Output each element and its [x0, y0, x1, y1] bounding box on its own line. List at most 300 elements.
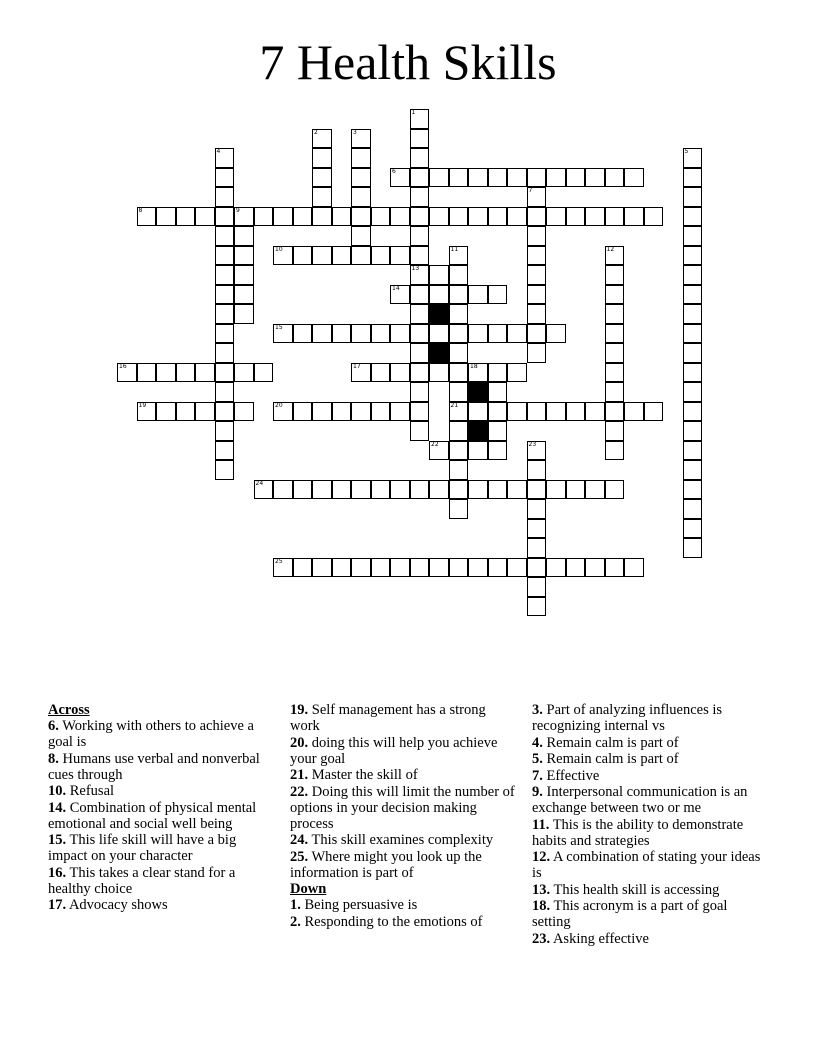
grid-cell[interactable]: [624, 558, 644, 578]
grid-cell[interactable]: [605, 324, 625, 344]
grid-cell[interactable]: [312, 324, 332, 344]
grid-cell[interactable]: [410, 304, 430, 324]
grid-cell[interactable]: [488, 363, 508, 383]
grid-cell[interactable]: [429, 558, 449, 578]
grid-cell[interactable]: [273, 558, 293, 578]
grid-cell[interactable]: [312, 246, 332, 266]
grid-cell[interactable]: [312, 148, 332, 168]
grid-cell[interactable]: [215, 168, 235, 188]
clue-number: 13.: [532, 881, 551, 898]
clue-text: This takes a clear stand for a healthy choice: [48, 864, 236, 897]
grid-cell[interactable]: [410, 168, 430, 188]
clue-text: This acronym is a part of goal setting: [532, 898, 728, 930]
grid-cell[interactable]: [527, 285, 547, 305]
clue-number: 12.: [532, 849, 551, 865]
grid-cell[interactable]: [488, 480, 508, 500]
grid-cell[interactable]: [546, 558, 566, 578]
grid-cell[interactable]: [371, 246, 391, 266]
clue-number: 24.: [290, 832, 309, 848]
grid-cell[interactable]: [195, 207, 215, 227]
clue-text: Advocacy shows: [66, 897, 168, 913]
grid-cell[interactable]: [527, 597, 547, 617]
grid-cell[interactable]: [546, 402, 566, 422]
clue-item: [532, 931, 762, 947]
grid-cell[interactable]: [449, 168, 469, 188]
grid-cell[interactable]: [273, 324, 293, 344]
grid-cell[interactable]: [312, 558, 332, 578]
grid-cell[interactable]: [176, 363, 196, 383]
clue-number: 9.: [532, 784, 543, 800]
grid-cell[interactable]: [546, 480, 566, 500]
clue-item: [48, 800, 273, 832]
grid-cell[interactable]: [605, 207, 625, 227]
grid-cell[interactable]: [390, 558, 410, 578]
grid-cell[interactable]: [371, 402, 391, 422]
grid-cell[interactable]: [449, 363, 469, 383]
block-cell: [429, 304, 449, 324]
grid-cell[interactable]: [683, 265, 703, 285]
grid-cell[interactable]: [371, 480, 391, 500]
grid-cell[interactable]: [215, 148, 235, 168]
grid-cell[interactable]: [468, 285, 488, 305]
grid-cell[interactable]: [429, 265, 449, 285]
grid-cell[interactable]: [332, 480, 352, 500]
grid-cell[interactable]: [117, 363, 137, 383]
grid-cell[interactable]: [293, 480, 313, 500]
grid-cell[interactable]: [351, 187, 371, 207]
grid-cell[interactable]: [527, 246, 547, 266]
grid-cell[interactable]: [332, 207, 352, 227]
grid-cell[interactable]: [527, 460, 547, 480]
grid-cell[interactable]: [683, 421, 703, 441]
grid-cell[interactable]: [605, 285, 625, 305]
grid-cell[interactable]: [605, 480, 625, 500]
grid-cell[interactable]: [507, 402, 527, 422]
grid-cell[interactable]: [137, 402, 157, 422]
grid-cell[interactable]: [390, 480, 410, 500]
grid-cell[interactable]: [644, 402, 664, 422]
clue-number: 12: [606, 245, 615, 253]
grid-cell[interactable]: [449, 499, 469, 519]
grid-cell[interactable]: [488, 168, 508, 188]
grid-cell[interactable]: [546, 207, 566, 227]
clue-item: [532, 751, 762, 767]
grid-cell[interactable]: [488, 558, 508, 578]
grid-cell[interactable]: [624, 168, 644, 188]
grid-cell[interactable]: [527, 343, 547, 363]
clue-list: [48, 718, 273, 913]
grid-cell[interactable]: [429, 363, 449, 383]
grid-cell[interactable]: [605, 246, 625, 266]
grid-cell[interactable]: [605, 421, 625, 441]
grid-cell[interactable]: [390, 402, 410, 422]
clue-list: [290, 897, 515, 930]
grid-cell[interactable]: [527, 304, 547, 324]
grid-cell[interactable]: [527, 441, 547, 461]
grid-cell[interactable]: [527, 499, 547, 519]
grid-cell[interactable]: [410, 480, 430, 500]
grid-cell[interactable]: [488, 324, 508, 344]
grid-cell[interactable]: [351, 226, 371, 246]
grid-cell[interactable]: [683, 148, 703, 168]
grid-cell[interactable]: [254, 363, 274, 383]
grid-cell[interactable]: [312, 402, 332, 422]
grid-cell[interactable]: [176, 402, 196, 422]
grid-cell[interactable]: [527, 480, 547, 500]
grid-cell[interactable]: [390, 363, 410, 383]
clue-number: 20: [275, 401, 283, 409]
grid-cell[interactable]: [273, 402, 293, 422]
grid-cell[interactable]: [351, 402, 371, 422]
grid-cell[interactable]: [527, 168, 547, 188]
grid-cell[interactable]: [273, 480, 293, 500]
grid-cell[interactable]: [683, 324, 703, 344]
grid-cell[interactable]: [527, 558, 547, 578]
grid-cell[interactable]: [410, 148, 430, 168]
grid-cell[interactable]: [449, 402, 469, 422]
clue-text: Master the skill of: [308, 767, 418, 783]
grid-cell[interactable]: [215, 421, 235, 441]
down-clues-column-3: [532, 702, 762, 947]
clue-text: Responding to the emotions of: [300, 913, 483, 930]
grid-cell[interactable]: [410, 402, 430, 422]
grid-cell[interactable]: [683, 226, 703, 246]
clue-number: 15: [275, 323, 283, 331]
clue-item: [48, 783, 273, 799]
grid-cell[interactable]: [507, 558, 527, 578]
grid-cell[interactable]: [293, 558, 313, 578]
clue-text: doing this will help you achieve your goal: [290, 734, 498, 767]
clue-number: 4.: [532, 734, 543, 751]
grid-cell[interactable]: [293, 246, 313, 266]
grid-cell[interactable]: [390, 207, 410, 227]
grid-cell[interactable]: [234, 304, 254, 324]
grid-cell[interactable]: [215, 226, 235, 246]
grid-cell[interactable]: [468, 441, 488, 461]
grid-cell[interactable]: [234, 246, 254, 266]
grid-cell[interactable]: [507, 207, 527, 227]
grid-cell[interactable]: [566, 168, 586, 188]
clue-number: 9: [236, 206, 240, 214]
grid-cell[interactable]: [351, 558, 371, 578]
grid-cell[interactable]: [410, 187, 430, 207]
grid-cell[interactable]: [585, 558, 605, 578]
clue-number: 14.: [48, 799, 67, 816]
grid-cell[interactable]: [624, 402, 644, 422]
clue-item: [532, 817, 762, 849]
grid-cell[interactable]: [195, 363, 215, 383]
grid-cell[interactable]: [449, 285, 469, 305]
grid-cell[interactable]: [507, 324, 527, 344]
clue-number: 21: [450, 401, 459, 409]
grid-cell[interactable]: [449, 207, 469, 227]
grid-cell[interactable]: [449, 441, 469, 461]
grid-cell[interactable]: [293, 207, 313, 227]
grid-cell[interactable]: [683, 402, 703, 422]
grid-cell[interactable]: [449, 304, 469, 324]
grid-cell[interactable]: [605, 304, 625, 324]
grid-cell[interactable]: [488, 421, 508, 441]
grid-cell[interactable]: [449, 324, 469, 344]
grid-cell[interactable]: [468, 558, 488, 578]
grid-cell[interactable]: [195, 402, 215, 422]
grid-cell[interactable]: [644, 207, 664, 227]
grid-cell[interactable]: [273, 246, 293, 266]
grid-cell[interactable]: [410, 246, 430, 266]
grid-cell[interactable]: [624, 207, 644, 227]
clue-item: [48, 718, 273, 750]
grid-cell[interactable]: [215, 265, 235, 285]
grid-cell[interactable]: [312, 207, 332, 227]
grid-cell[interactable]: [527, 226, 547, 246]
grid-cell[interactable]: [332, 402, 352, 422]
grid-cell[interactable]: [312, 129, 332, 149]
grid-cell[interactable]: [566, 480, 586, 500]
grid-cell[interactable]: [215, 285, 235, 305]
grid-cell[interactable]: [605, 168, 625, 188]
grid-cell[interactable]: [683, 538, 703, 558]
grid-cell[interactable]: [429, 285, 449, 305]
grid-cell[interactable]: [176, 207, 196, 227]
clue-text: Doing this will limit the number of options in your decision making process: [290, 783, 515, 832]
grid-cell[interactable]: [468, 324, 488, 344]
clue-number: 25.: [290, 848, 309, 865]
grid-cell[interactable]: [449, 343, 469, 363]
grid-cell[interactable]: [488, 207, 508, 227]
grid-cell[interactable]: [351, 363, 371, 383]
grid-cell[interactable]: [351, 148, 371, 168]
grid-cell[interactable]: [468, 480, 488, 500]
clue-item: [290, 735, 515, 767]
grid-cell[interactable]: [468, 402, 488, 422]
grid-cell[interactable]: [410, 109, 430, 129]
block-cell: [429, 343, 449, 363]
grid-cell[interactable]: [371, 558, 391, 578]
grid-cell[interactable]: [527, 402, 547, 422]
grid-cell[interactable]: [410, 129, 430, 149]
grid-cell[interactable]: [351, 129, 371, 149]
clue-list: [532, 702, 762, 947]
grid-cell[interactable]: [215, 187, 235, 207]
grid-cell[interactable]: [429, 324, 449, 344]
grid-cell[interactable]: [234, 402, 254, 422]
grid-cell[interactable]: [254, 480, 274, 500]
grid-cell[interactable]: [683, 207, 703, 227]
grid-cell[interactable]: [312, 187, 332, 207]
clue-number: 25: [275, 557, 283, 565]
grid-cell[interactable]: [605, 265, 625, 285]
grid-cell[interactable]: [488, 285, 508, 305]
grid-cell[interactable]: [156, 363, 176, 383]
grid-cell[interactable]: [546, 168, 566, 188]
grid-cell[interactable]: [351, 207, 371, 227]
grid-cell[interactable]: [215, 441, 235, 461]
grid-cell[interactable]: [410, 226, 430, 246]
grid-cell[interactable]: [273, 207, 293, 227]
grid-cell[interactable]: [449, 246, 469, 266]
grid-cell[interactable]: [449, 421, 469, 441]
grid-cell[interactable]: [585, 168, 605, 188]
grid-cell[interactable]: [468, 207, 488, 227]
clue-number: 22: [431, 440, 439, 448]
grid-cell[interactable]: [449, 460, 469, 480]
grid-cell[interactable]: [332, 558, 352, 578]
grid-cell[interactable]: [234, 363, 254, 383]
grid-cell[interactable]: [410, 382, 430, 402]
grid-cell[interactable]: [449, 265, 469, 285]
grid-cell[interactable]: [546, 324, 566, 344]
clue-number: 20.: [290, 734, 309, 751]
grid-cell[interactable]: [683, 343, 703, 363]
grid-cell[interactable]: [683, 460, 703, 480]
clue-item: [48, 751, 273, 783]
grid-cell[interactable]: [137, 207, 157, 227]
grid-cell[interactable]: [332, 246, 352, 266]
grid-cell[interactable]: [390, 324, 410, 344]
grid-cell[interactable]: [351, 168, 371, 188]
grid-cell[interactable]: [683, 363, 703, 383]
grid-cell[interactable]: [332, 324, 352, 344]
grid-cell[interactable]: [449, 480, 469, 500]
grid-cell[interactable]: [215, 402, 235, 422]
grid-cell[interactable]: [468, 168, 488, 188]
grid-cell[interactable]: [507, 168, 527, 188]
grid-cell[interactable]: [312, 168, 332, 188]
grid-cell[interactable]: [215, 207, 235, 227]
grid-cell[interactable]: [429, 207, 449, 227]
grid-cell[interactable]: [390, 285, 410, 305]
grid-cell[interactable]: [429, 480, 449, 500]
grid-cell[interactable]: [254, 207, 274, 227]
grid-cell[interactable]: [527, 187, 547, 207]
grid-cell[interactable]: [566, 402, 586, 422]
clue-text: Part of analyzing influences is recognizing internal vs: [532, 702, 723, 734]
grid-cell[interactable]: [215, 382, 235, 402]
clue-item: [532, 784, 762, 816]
clue-number: 23.: [532, 930, 551, 947]
grid-cell[interactable]: [527, 265, 547, 285]
grid-cell[interactable]: [371, 363, 391, 383]
grid-cell[interactable]: [234, 285, 254, 305]
grid-cell[interactable]: [410, 558, 430, 578]
grid-cell[interactable]: [429, 168, 449, 188]
grid-cell[interactable]: [449, 382, 469, 402]
clue-number: 19: [138, 401, 147, 409]
grid-cell[interactable]: [215, 304, 235, 324]
grid-cell[interactable]: [605, 441, 625, 461]
grid-cell[interactable]: [410, 324, 430, 344]
grid-cell[interactable]: [683, 168, 703, 188]
grid-cell[interactable]: [527, 538, 547, 558]
grid-cell[interactable]: [293, 402, 313, 422]
clue-item: [48, 897, 273, 913]
grid-cell[interactable]: [371, 324, 391, 344]
grid-cell[interactable]: [605, 382, 625, 402]
clue-text: Combination of physical mental emotional and social well being: [48, 799, 257, 832]
grid-cell[interactable]: [605, 402, 625, 422]
clue-number: 3.: [532, 702, 543, 718]
grid-cell[interactable]: [312, 480, 332, 500]
grid-cell[interactable]: [507, 480, 527, 500]
grid-cell[interactable]: [410, 207, 430, 227]
grid-cell[interactable]: [585, 402, 605, 422]
grid-cell[interactable]: [683, 187, 703, 207]
grid-cell[interactable]: [683, 499, 703, 519]
clue-text: This skill examines complexity: [308, 832, 494, 848]
clue-number: 7: [528, 187, 533, 194]
grid-cell[interactable]: [137, 363, 157, 383]
grid-cell[interactable]: [215, 246, 235, 266]
grid-cell[interactable]: [683, 246, 703, 266]
grid-cell[interactable]: [234, 226, 254, 246]
grid-cell[interactable]: [215, 324, 235, 344]
grid-cell[interactable]: [410, 343, 430, 363]
grid-cell[interactable]: [410, 285, 430, 305]
clue-item: [290, 702, 515, 734]
grid-cell[interactable]: [683, 285, 703, 305]
grid-cell[interactable]: [468, 363, 488, 383]
grid-cell[interactable]: [390, 246, 410, 266]
grid-cell[interactable]: [488, 402, 508, 422]
clue-text: Interpersonal communication is an exchange between two or me: [532, 784, 748, 816]
grid-cell[interactable]: [585, 480, 605, 500]
clue-number: 6.: [48, 718, 59, 734]
grid-cell[interactable]: [156, 207, 176, 227]
grid-cell[interactable]: [605, 363, 625, 383]
clue-number: 8: [138, 206, 143, 214]
grid-cell[interactable]: [585, 207, 605, 227]
grid-cell[interactable]: [351, 324, 371, 344]
grid-cell[interactable]: [234, 207, 254, 227]
grid-cell[interactable]: [156, 402, 176, 422]
grid-cell[interactable]: [527, 577, 547, 597]
grid-cell[interactable]: [410, 363, 430, 383]
grid-cell[interactable]: [488, 441, 508, 461]
grid-cell[interactable]: [390, 168, 410, 188]
grid-cell[interactable]: [527, 519, 547, 539]
grid-cell[interactable]: [488, 382, 508, 402]
grid-cell[interactable]: [410, 421, 430, 441]
clue-number: 11: [450, 245, 459, 253]
grid-cell[interactable]: [234, 265, 254, 285]
grid-cell[interactable]: [507, 363, 527, 383]
grid-cell[interactable]: [683, 480, 703, 500]
grid-cell[interactable]: [683, 304, 703, 324]
grid-cell[interactable]: [429, 441, 449, 461]
grid-cell[interactable]: [215, 343, 235, 363]
grid-cell[interactable]: [605, 558, 625, 578]
grid-cell[interactable]: [351, 480, 371, 500]
clue-number: 10: [275, 245, 283, 253]
grid-cell[interactable]: [683, 382, 703, 402]
grid-cell[interactable]: [371, 207, 391, 227]
grid-cell[interactable]: [683, 519, 703, 539]
clue-item: [532, 882, 762, 898]
grid-cell[interactable]: [410, 265, 430, 285]
grid-cell[interactable]: [449, 558, 469, 578]
grid-cell[interactable]: [566, 207, 586, 227]
grid-cell[interactable]: [566, 558, 586, 578]
grid-cell[interactable]: [293, 324, 313, 344]
grid-cell[interactable]: [527, 324, 547, 344]
grid-cell[interactable]: [683, 441, 703, 461]
grid-cell[interactable]: [215, 460, 235, 480]
grid-cell[interactable]: [215, 363, 235, 383]
grid-cell[interactable]: [605, 343, 625, 363]
grid-cell[interactable]: [351, 246, 371, 266]
grid-cell[interactable]: [527, 207, 547, 227]
clue-number: 2: [314, 128, 318, 136]
